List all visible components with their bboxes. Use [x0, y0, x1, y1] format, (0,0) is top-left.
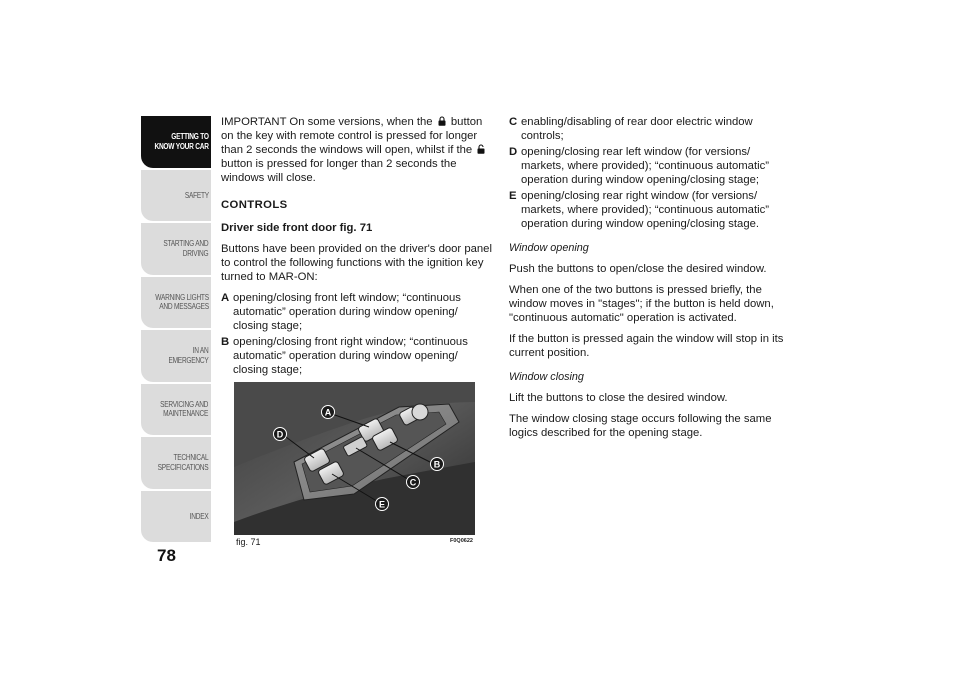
item-key: B [221, 336, 230, 348]
item-key: A [221, 292, 230, 304]
tab-in-an-emergency[interactable] [141, 330, 211, 382]
list-item [221, 291, 493, 333]
chapter-tabs [141, 116, 211, 544]
opening-paragraph-2: When one of the two buttons is pressed briefly, the window moves in "stages"; if the button is held down, "continuous automatic" operation is activated. [509, 284, 774, 324]
callout-c [407, 476, 420, 489]
closing-paragraph-2: The window closing stage occurs following the same logics described for the opening stage. [509, 413, 772, 439]
door-panel-figure [234, 382, 475, 535]
mirror-knob [412, 404, 428, 420]
callout-label: B [433, 459, 441, 470]
tab-technical-specifications[interactable] [141, 437, 211, 489]
unlock-icon [477, 144, 485, 154]
list-item [509, 145, 787, 187]
item-text: opening/closing rear right window (for versions/ markets, where provided); “continuous automatic” operation during window opening/closing stage. [521, 190, 770, 230]
callout-a [322, 406, 335, 419]
tab-label: INDEX [189, 511, 209, 521]
tab-warning-lights[interactable] [141, 277, 211, 329]
callout-b [431, 458, 444, 471]
tab-index[interactable] [141, 491, 211, 543]
window-opening-title: Window opening [509, 242, 589, 254]
figure-code: F0Q0622 [450, 538, 473, 544]
item-key: E [509, 190, 517, 202]
section-heading: CONTROLS [221, 199, 288, 211]
item-text: opening/closing front left window; “continuous automatic” operation during window opening/ closing stage; [233, 292, 461, 332]
callout-label: E [378, 499, 386, 510]
list-item [221, 335, 493, 377]
figure-caption: fig. 71 [236, 537, 261, 547]
item-text: opening/closing front right window; “continuous automatic” operation during window opening/ closing stage; [233, 336, 468, 376]
important-note [221, 115, 493, 185]
tab-servicing[interactable] [141, 384, 211, 436]
closing-paragraph-1: Lift the buttons to close the desired window. [509, 392, 728, 404]
tab-label: IN AN EMERGENCY [168, 346, 209, 365]
tab-label: STARTING AND DRIVING [163, 239, 209, 258]
important-text-2: button on the key with remote control is pressed for longer than 2 seconds the windows will open, whilst if the [221, 116, 483, 156]
lock-icon [438, 116, 446, 126]
item-key: C [509, 116, 518, 128]
important-text-1: IMPORTANT On some versions, when the [221, 116, 433, 128]
window-closing-title: Window closing [509, 371, 584, 383]
tab-label: WARNING LIGHTS AND MESSAGES [154, 292, 209, 312]
list-item [509, 115, 787, 143]
callout-label: D [276, 429, 284, 440]
tab-starting-and-driving[interactable] [141, 223, 211, 275]
tab-label: GETTING TO KNOW YOUR CAR [154, 132, 209, 151]
intro-paragraph: Buttons have been provided on the driver's door panel to control the following functions with the ignition key turned to MAR-ON: [221, 243, 492, 283]
tab-safety[interactable] [141, 170, 211, 222]
page-number: 78 [157, 546, 176, 565]
opening-paragraph-1: Push the buttons to open/close the desired window. [509, 263, 767, 275]
left-column [221, 115, 493, 379]
right-column [509, 115, 787, 447]
subsection-heading: Driver side front door fig. 71 [221, 222, 373, 234]
item-text: enabling/disabling of rear door electric window controls; [521, 116, 753, 142]
important-text-3: button is pressed for longer than 2 seconds the windows will close. [221, 158, 457, 184]
callout-label: A [324, 407, 332, 418]
item-key: D [509, 146, 518, 158]
opening-paragraph-3: If the button is pressed again the window will stop in its current position. [509, 333, 784, 359]
tab-getting-to-know-your-car[interactable] [141, 116, 211, 168]
tab-label: SAFETY [184, 190, 209, 200]
list-item [509, 189, 787, 231]
item-text: opening/closing rear left window (for versions/ markets, where provided); “continuous automatic” operation during window opening/closing stage; [521, 146, 770, 186]
tab-label: SERVICING AND MAINTENANCE [160, 399, 209, 419]
callout-e [376, 498, 389, 511]
callout-d [274, 428, 287, 441]
callout-label: C [409, 477, 417, 488]
tab-label: TECHNICAL SPECIFICATIONS [157, 453, 209, 472]
